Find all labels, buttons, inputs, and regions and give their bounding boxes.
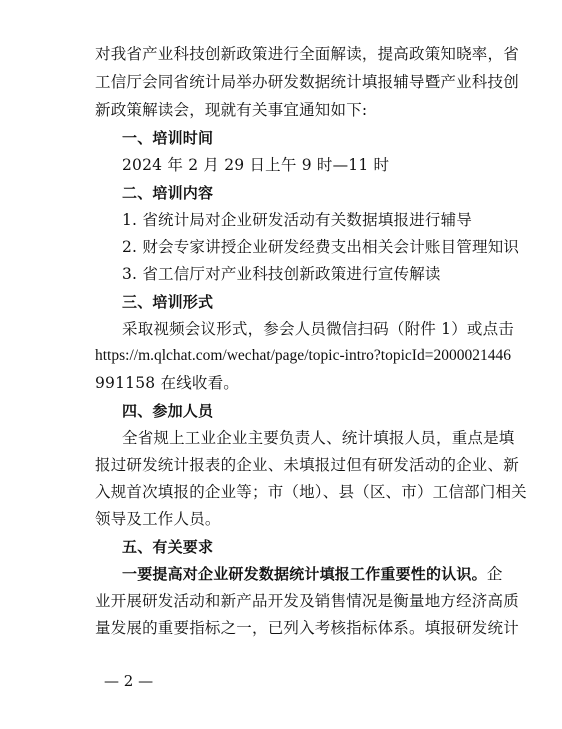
participants-text: 报过研发统计报表的企业、未填报过但有研发活动的企业、新	[95, 456, 519, 474]
paragraph-line: 对我省产业科技创新政策进行全面解读，提高政策知晓率，省	[95, 45, 519, 63]
participants-text: 全省规上工业企业主要负责人、统计填报人员，重点是填	[122, 429, 515, 447]
participants-text: 入规首次填报的企业等；市（地）、县（区、市）工信部门相关	[95, 483, 527, 501]
training-format-text: 采取视频会议形式，参会人员微信扫码（附件 1）或点击	[122, 320, 514, 338]
training-content-item: 2. 财会专家讲授企业研发经费支出相关会计账目管理知识	[122, 238, 520, 256]
section-heading-training-time: 一、培训时间	[122, 129, 214, 147]
paragraph-line: 工信厅会同省统计局举办研发数据统计填报辅导暨产业科技创	[95, 73, 519, 91]
training-content-item: 3. 省工信厅对产业科技创新政策进行宣传解读	[122, 265, 441, 283]
paragraph-line: 新政策解读会，现就有关事宜通知如下:	[95, 101, 368, 119]
section-heading-participants: 四、参加人员	[122, 402, 214, 420]
participants-text: 领导及工作人员。	[95, 510, 221, 528]
section-heading-training-content: 二、培训内容	[122, 184, 214, 202]
requirements-lead-rest: 企	[486, 565, 503, 583]
training-content-item: 1. 省统计局对企业研发活动有关数据填报进行辅导	[122, 211, 473, 229]
requirements-text: 业开展研发活动和新产品开发及销售情况是衡量地方经济高质	[95, 592, 519, 610]
section-heading-training-format: 三、培训形式	[122, 293, 214, 311]
page-number: — 2 —	[104, 672, 154, 690]
training-time-text: 2024 年 2 月 29 日上午 9 时—11 时	[122, 156, 390, 174]
requirements-text: 量发展的重要指标之一，已列入考核指标体系。填报研发统计	[95, 619, 519, 637]
training-format-text: 991158 在线收看。	[95, 374, 239, 392]
requirements-lead-line	[122, 564, 503, 584]
meeting-url: https://m.qlchat.com/wechat/page/topic-intro?topicId=2000021446	[95, 347, 511, 364]
section-heading-requirements: 五、有关要求	[122, 538, 214, 556]
requirements-lead-bold: 一要提高对企业研发数据统计填报工作重要性的认识。	[122, 565, 487, 583]
